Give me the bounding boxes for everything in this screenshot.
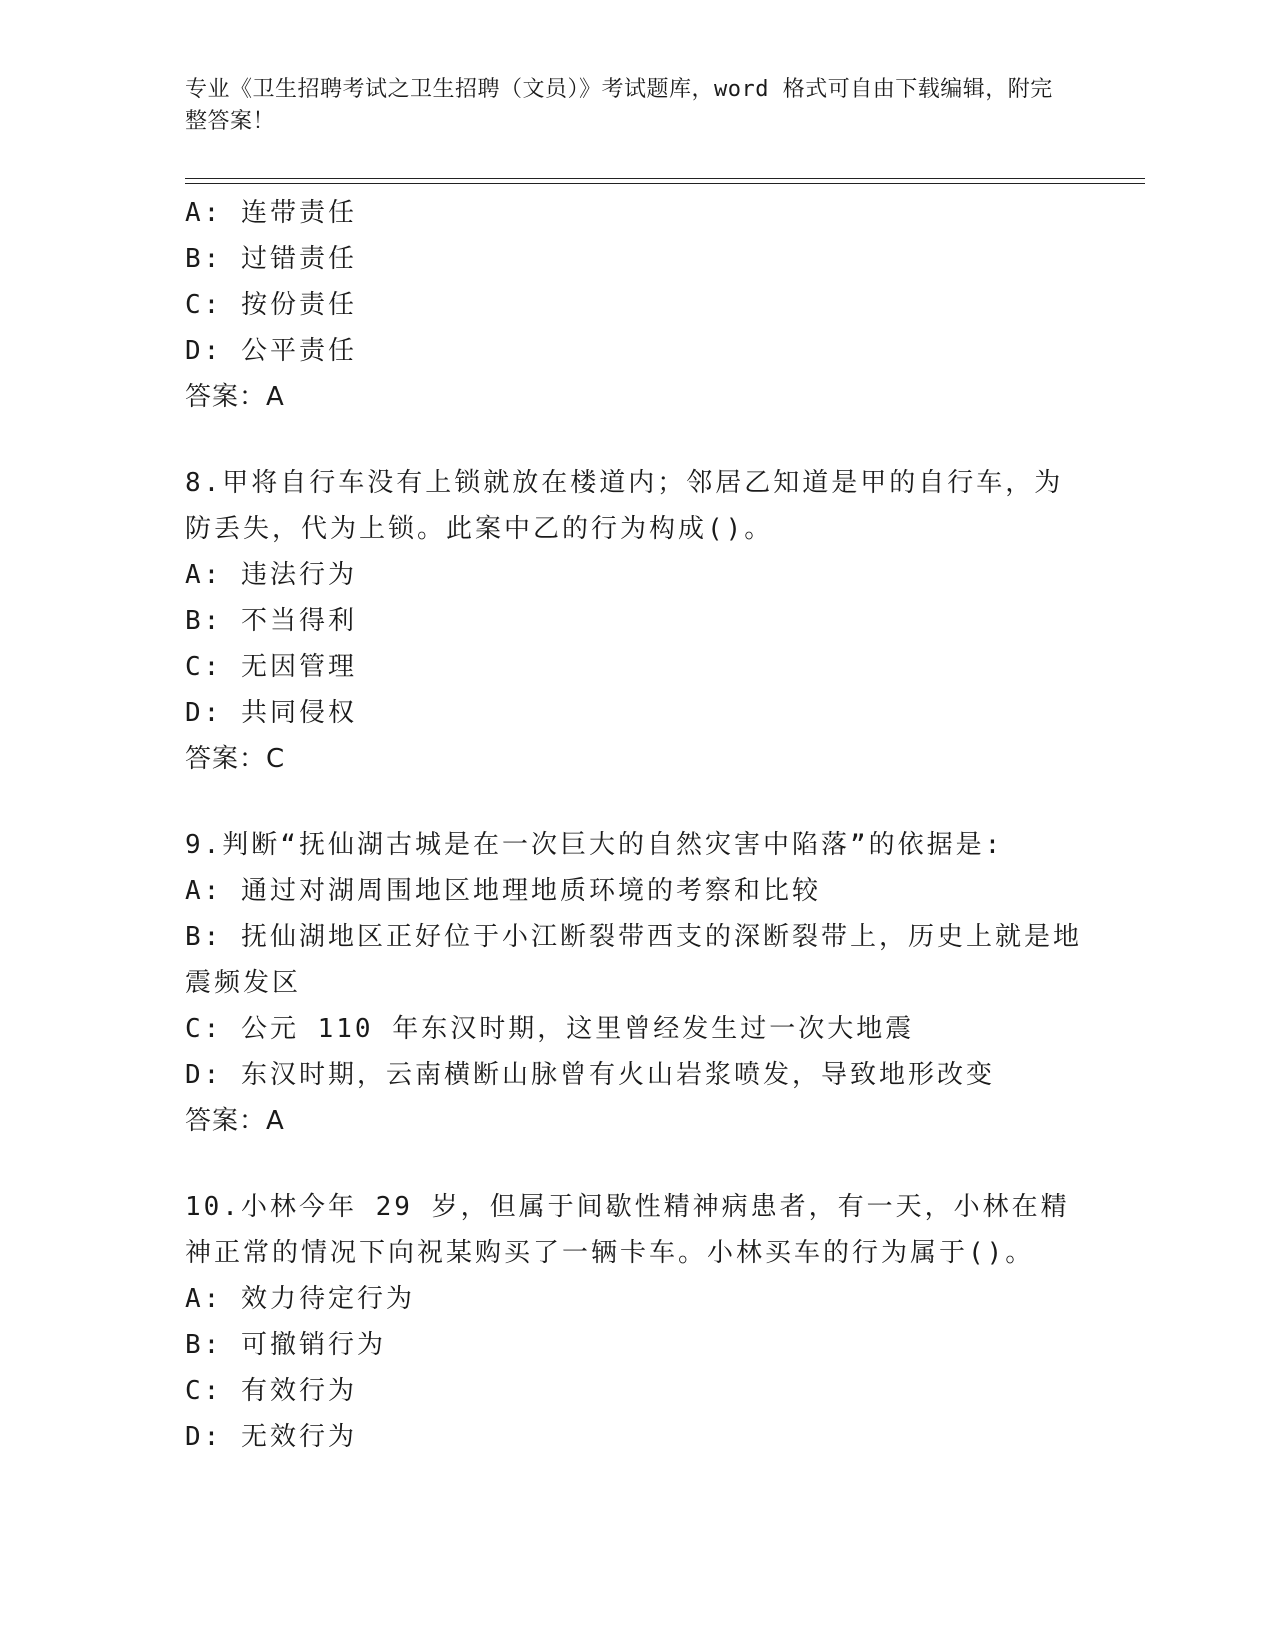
answer-line: 答案：C — [185, 744, 286, 774]
block-gap — [185, 782, 1085, 822]
option-a: A: 违法行为 — [185, 560, 357, 590]
question-block-7 — [185, 190, 1085, 420]
header-rule-bottom — [185, 183, 1145, 184]
option-b: B: 抚仙湖地区正好位于小江断裂带西支的深断裂带上，历史上就是地震频发区 — [185, 922, 1082, 998]
option-c: C: 按份责任 — [185, 290, 357, 320]
question-text: 9.判断“抚仙湖古城是在一次巨大的自然灾害中陷落”的依据是: — [185, 830, 1004, 860]
option-a: A: 通过对湖周围地区地理地质环境的考察和比较 — [185, 876, 821, 906]
header-rule-top — [185, 178, 1145, 179]
option-a: A: 效力待定行为 — [185, 1284, 415, 1314]
option-b: B: 不当得利 — [185, 606, 357, 636]
option-a: A: 连带责任 — [185, 198, 357, 228]
question-block-10 — [185, 1184, 1085, 1460]
block-gap — [185, 1144, 1085, 1184]
question-text: 10.小林今年 29 岁，但属于间歇性精神病患者，有一天，小林在精神正常的情况下向祝某购买了一辆卡车。小林买车的行为属于()。 — [185, 1192, 1070, 1268]
question-block-9 — [185, 822, 1085, 1144]
option-d: D: 共同侵权 — [185, 698, 357, 728]
option-c: C: 公元 110 年东汉时期，这里曾经发生过一次大地震 — [185, 1014, 915, 1044]
option-d: D: 公平责任 — [185, 336, 357, 366]
option-d: D: 东汉时期，云南横断山脉曾有火山岩浆喷发，导致地形改变 — [185, 1060, 995, 1090]
block-gap — [185, 420, 1085, 460]
document-body — [185, 190, 1085, 1460]
option-d: D: 无效行为 — [185, 1422, 357, 1452]
question-block-8 — [185, 460, 1085, 782]
answer-line: 答案：A — [185, 382, 285, 412]
document-header: 专业《卫生招聘考试之卫生招聘（文员）》考试题库，word 格式可自由下载编辑，附完整答案！ — [185, 77, 1053, 134]
option-c: C: 有效行为 — [185, 1376, 357, 1406]
option-b: B: 可撤销行为 — [185, 1330, 386, 1360]
question-text: 8.甲将自行车没有上锁就放在楼道内；邻居乙知道是甲的自行车，为防丢失，代为上锁。此案中乙的行为构成()。 — [185, 468, 1064, 544]
answer-line: 答案：A — [185, 1106, 285, 1136]
option-c: C: 无因管理 — [185, 652, 357, 682]
option-b: B: 过错责任 — [185, 244, 357, 274]
